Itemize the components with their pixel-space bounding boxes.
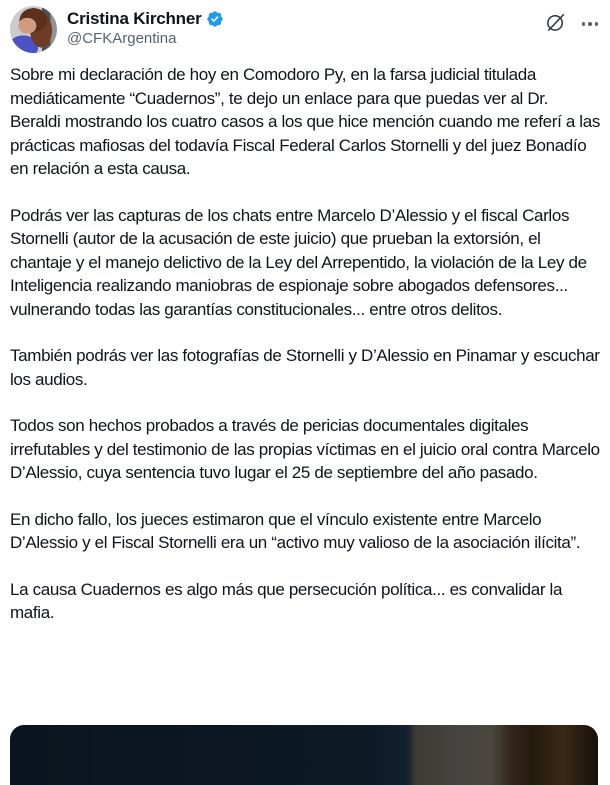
author-block xyxy=(67,6,224,49)
tweet-paragraph: La causa Cuadernos es algo más que persecución política... es convalidar la mafia. xyxy=(10,579,563,622)
display-name[interactable]: Cristina Kirchner xyxy=(67,9,202,28)
author-name-row xyxy=(67,8,224,29)
media-thumbnail[interactable] xyxy=(10,725,598,785)
grok-icon xyxy=(545,12,566,36)
tweet-paragraph: Todos son hechos probados a través de pericias documentales digitales irrefutables y del testimonio de las propias víctimas en el juicio oral contra Marcelo D’Alessio, cuya sentencia tuvo lugar el 25 de septiembre del año pasado. xyxy=(10,416,600,482)
tweet-header xyxy=(10,6,600,53)
header-actions xyxy=(545,6,601,36)
tweet-paragraph: Podrás ver las capturas de los chats entre Marcelo D’Alessio y el fiscal Carlos Stornelli (autor de la acusación de este juicio) que prueban la extorsión, el chantaje y el manejo delictivo de la Ley del Arrepentido, la violación de la Ley de Inteligencia realizando maniobras de espionaje sobre abogados defensores... vulnerando todas las garantías constitucionales... entre otros delitos. xyxy=(10,205,587,319)
grok-actions-button[interactable] xyxy=(545,12,566,36)
more-options-button[interactable] xyxy=(582,22,599,26)
tweet-paragraph: Sobre mi declaración de hoy en Comodoro Py, en la farsa judicial titulada mediáticamente “Cuadernos”, te dejo un enlace para que puedas ver al Dr. Beraldi mostrando los cuatro casos a los que hice mención cuando me referí a las prácticas mafiosas del todavía Fiscal Federal Carlos Stornelli y del juez Bonadío en relación a esta causa. xyxy=(10,65,600,178)
avatar[interactable] xyxy=(10,6,57,53)
more-icon xyxy=(582,22,599,26)
tweet-paragraph: También podrás ver las fotografías de Stornelli y D’Alessio en Pinamar y escuchar los audios. xyxy=(10,346,600,389)
tweet-text xyxy=(10,63,602,625)
user-handle[interactable]: @CFKArgentina xyxy=(67,30,177,47)
tweet-paragraph: En dicho fallo, los jueces estimaron que el vínculo existente entre Marcelo D’Alessio y el Fiscal Stornelli era un “activo muy valioso de la asociación ilícita”. xyxy=(10,509,581,552)
verified-badge-icon xyxy=(206,10,224,28)
